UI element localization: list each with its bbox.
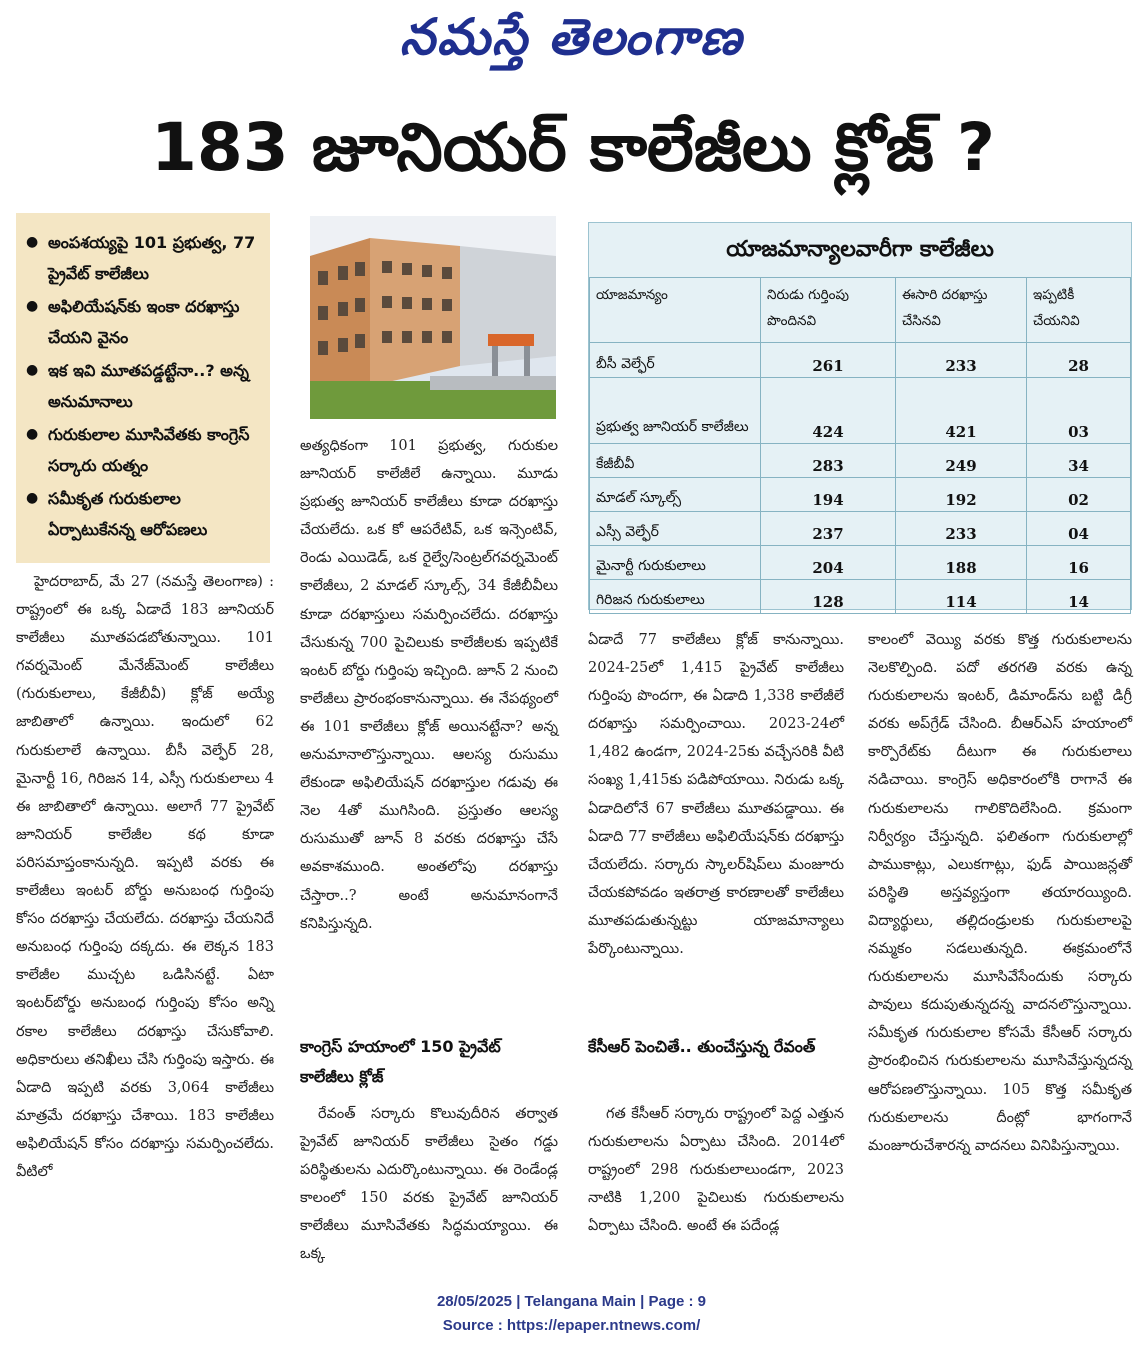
table-row	[590, 580, 1131, 614]
footer-date-line: 28/05/2025 | Telangana Main | Page : 9	[436, 1293, 707, 1310]
table-cell-value: 233	[896, 343, 1027, 378]
highlight-item: ● ఇక ఇవి మూతపడ్డట్టేనా..? అన్న అనుమానాలు	[26, 355, 262, 417]
article-paragraph: రేవంత్ సర్కారు కొలువుదీరిన తర్వాత ప్రైవేట్ జూనియర్ కాలేజీలు సైతం గడ్డు పరిస్థితులను ఎదుర్కొంటున్నాయి. ఈ రెండేండ్ల కాలంలో 150 వరకు ప్రైవేట్ జూనియర్ కాలేజీలు మూసివేతకు సిద్ధమయ్యాయి. ఈ ఒక్క	[300, 1106, 558, 1263]
highlight-item: ● గురుకులాల మూసివేతకు కాంగ్రెస్ సర్కారు యత్నం	[26, 419, 262, 481]
article-paragraph: గత కేసీఆర్ సర్కారు రాష్ట్రంలో పెద్ద ఎత్తున గురుకులాలను ఏర్పాటు చేసింది. 2014లో రాష్ట్రంలో 298 గురుకులాలుండగా, 2023 నాటికి 1,200 పైచిలుకు గురుకులాలను ఏర్పాటు చేసింది. అంటే ఈ పదేండ్ల	[588, 1106, 844, 1235]
table-cell-value: 188	[896, 546, 1027, 580]
table-cell-value: 233	[896, 512, 1027, 546]
table-cell-value: 28	[1027, 343, 1131, 378]
bullet-icon: ●	[26, 490, 39, 506]
table-cell-value: 192	[896, 478, 1027, 512]
table-cell-name: మైనార్టీ గురుకులాలు	[590, 546, 761, 580]
article-column-3b	[588, 1100, 844, 1268]
article-paragraph: హైదరాబాద్, మే 27 (నమస్తే తెలంగాణ) : రాష్ట్రంలో ఈ ఒక్క ఏడాదే 183 జూనియర్ కాలేజీలు మూతపడబోతున్నాయి. 101 గవర్నమెంట్ మేనేజ్‌మెంట్ కాలేజీలు (గురుకులాలు, కేజీబీవీ) క్లోజ్ అయ్యే జాబితాలో ఉన్నాయి. ఇందులో 62 గురుకులాలే ఉన్నాయి. బీసీ వెల్ఫేర్ 28, మైనార్టీ 16, గిరిజన 14, ఎస్సీ గురుకులాలు 4 ఈ జాబితాలో ఉన్నాయి. అలాగే 77 ప్రైవేట్ జూనియర్ కాలేజీల కథ కూడా పరిసమాప్తంకానున్నది. ఇప్పటి వరకు ఈ కాలేజీలు ఇంటర్ బోర్డు అనుబంధ గుర్తింపు కోసం దరఖాస్తు చేయలేదు. దరఖాస్తు చేయనిదే అనుబంధ గుర్తింపు దక్కదు. ఈ లెక్కన 183 కాలేజీల ముచ్చట ఒడిసినట్టే. ఏటా ఇంటర్‌బోర్డు అనుబంధ గుర్తింపు కోసం అన్ని రకాల కాలేజీలు దరఖాస్తు చేసుకోవాలి. అధికారులు తనిఖీలు చేసి గుర్తింపు ఇస్తారు. ఈ ఏడాది ఇప్పటి వరకు 3,064 కాలేజీలు మాత్రమే దరఖాస్తు చేశాయి. 183 కాలేజీలు అఫిలియేషన్ కోసం దరఖాస్తు సమర్పించలేదు. వీటిలో	[16, 574, 274, 1180]
table-cell-name: ప్రభుత్వ జూనియర్ కాలేజీలు	[590, 378, 761, 444]
bullet-icon: ●	[26, 234, 39, 250]
table-cell-value: 421	[896, 378, 1027, 444]
table-cell-value: 237	[761, 512, 896, 546]
bullet-icon: ●	[26, 426, 39, 442]
highlight-item: ● అంపశయ్యపై 101 ప్రభుత్వ, 77 ప్రైవేట్ కాలేజీలు	[26, 227, 262, 289]
table-cell-value: 03	[1027, 378, 1131, 444]
table-row	[590, 444, 1131, 478]
highlights-box	[16, 213, 270, 563]
table-cell-value: 16	[1027, 546, 1131, 580]
table-header-cell: ఈసారి దరఖాస్తు చేసినవి	[896, 278, 1027, 343]
table-row	[590, 378, 1131, 444]
table-cell-value: 283	[761, 444, 896, 478]
college-building-photo	[310, 216, 556, 419]
table-row	[590, 343, 1131, 378]
table-header-row	[590, 278, 1131, 343]
table-row	[590, 546, 1131, 580]
table-cell-value: 02	[1027, 478, 1131, 512]
page-footer	[0, 1290, 1143, 1338]
table-title: యాజమాన్యాలవారీగా కాలేజీలు	[726, 237, 994, 262]
section-subhead: కాంగ్రెస్ హయాంలో 150 ప్రైవేట్ కాలేజీలు క్లోజ్	[300, 1037, 501, 1086]
article-column-2b	[300, 1100, 558, 1268]
table-cell-value: 249	[896, 444, 1027, 478]
article-paragraph: కాలంలో వెయ్యి వరకు కొత్త గురుకులాలను నెలకొల్పింది. పదో తరగతి వరకు ఉన్న గురుకులాలను ఇంటర్, డిమాండ్‌ను బట్టి డిగ్రీ వరకు అప్‌గ్రేడ్ చేసింది. బీఆర్‌ఎస్ హయాంలో కార్పొరేట్‌కు దీటుగా ఈ గురుకులాలు నడిచాయి. కాంగ్రెస్ అధికారంలోకి రాగానే ఈ గురుకులాలను గాలికొదిలేసింది. క్రమంగా నిర్వీర్యం చేస్తున్నది. ఫలితంగా గురుకులాల్లో పాముకాట్లు, ఎలుకగాట్లు, ఫుడ్ పాయిజన్లతో పరిస్థితి అస్తవ్యస్తంగా తయారయ్యింది. విద్యార్థులు, తల్లిదండ్రులకు గురుకులాలపై నమ్మకం సడలుతున్నది. ఈక్రమంలోనే గురుకులాలను మూసివేసేందుకు సర్కారు పావులు కదుపుతున్నదన్న వాదనలొస్తున్నాయి. సమీకృత గురుకులాల కోసమే కేసీఆర్ సర్కారు ప్రారంభించిన గురుకులాలను మూసివేస్తున్నదన్న ఆరోపణలొస్తున్నాయి. 105 కొత్త సమీకృత గురుకులాలను దీంట్లో భాగంగానే మంజూరుచేశారన్న వాదనలు వినిపిస్తున్నాయి.	[868, 632, 1132, 1154]
table-cell-name: గిరిజన గురుకులాలు	[590, 580, 761, 614]
colleges-table	[589, 277, 1131, 614]
table-cell-value: 34	[1027, 444, 1131, 478]
article-paragraph: అత్యధికంగా 101 ప్రభుత్వ, గురుకుల జూనియర్ కాలేజీలే ఉన్నాయి. మూడు ప్రభుత్వ జూనియర్ కాలేజీలు కూడా దరఖాస్తు చేయలేదు. ఒక కో ఆపరేటివ్, ఒక ఇన్సెంటివ్, రెండు ఎయిడెడ్, ఒక రైల్వే/సెంట్రల్‌గవర్నమెంట్ కాలేజీలు, 2 మాడల్ స్కూల్స్, 34 కేజీబీవీలు కూడా దరఖాస్తులు సమర్పించలేదు. దరఖాస్తు చేసుకున్న 700 పైచిలుకు కాలేజీలకు ఇప్పటికే ఇంటర్ బోర్డు గుర్తింపు ఇచ్చింది. జూన్ 2 నుంచి కాలేజీలు ప్రారంభంకానున్నాయి. ఈ నేపథ్యంలో ఈ 101 కాలేజీలు క్లోజ్ అయినట్టేనా? అన్న అనుమానాలొస్తున్నాయి. ఆలస్య రుసుము లేకుండా అఫిలియేషన్ దరఖాస్తుల గడువు ఈ నెల 4తో ముగిసింది. ప్రస్తుతం ఆలస్య రుసుముతో జూన్ 8 వరకు దరఖాస్తు చేసే అవకాశముంది. అంతలోపు దరఖాస్తు చేస్తారా..? అంటే అనుమానంగానే కనిపిస్తున్నది.	[300, 438, 558, 932]
table-cell-name: బీసీ వెల్ఫేర్	[590, 343, 761, 378]
table-row	[590, 512, 1131, 546]
table-cell-value: 204	[761, 546, 896, 580]
footer-source-line: Source : https://epaper.ntnews.com/	[442, 1317, 701, 1334]
bullet-icon: ●	[26, 362, 39, 378]
table-box	[588, 222, 1132, 610]
table-row	[590, 478, 1131, 512]
table-cell-value: 114	[896, 580, 1027, 614]
table-cell-value: 128	[761, 580, 896, 614]
bullet-icon: ●	[26, 298, 39, 314]
table-header-cell: యాజమాన్యం	[590, 278, 761, 343]
table-cell-name: మాడల్ స్కూల్స్	[590, 478, 761, 512]
article-column-2	[300, 432, 558, 932]
table-cell-value: 424	[761, 378, 896, 444]
article-column-3	[588, 626, 844, 1022]
table-cell-name: కేజీబీవీ	[590, 444, 761, 478]
table-cell-value: 194	[761, 478, 896, 512]
headline: 183 జూనియర్ కాలేజీలు క్లోజ్ ?	[150, 109, 996, 186]
table-header-cell: ఇప్పటికీ చేయనివి	[1027, 278, 1131, 343]
table-cell-value: 14	[1027, 580, 1131, 614]
article-column-4	[868, 626, 1132, 1268]
article-paragraph: ఏడాదే 77 కాలేజీలు క్లోజ్ కానున్నాయి. 2024-25లో 1,415 ప్రైవేట్ కాలేజీలు గుర్తింపు పొందగా, ఈ ఏడాది 1,338 కాలేజీలే దరఖాస్తు సమర్పించాయి. 2023-24లో 1,482 ఉండగా, 2024-25కు వచ్చేసరికి వీటి సంఖ్య 1,415కు పడిపోయాయి. నిరుడు ఒక్క ఏడాదిలోనే 67 కాలేజీలు మూతపడ్డాయి. ఈ ఏడాది 77 కాలేజీలు అఫిలియేషన్‌కు దరఖాస్తు చేయలేదు. సర్కారు స్కాలర్‌షిప్‌లు మంజూరు చేయకపోవడం ఇతరాత్ర కారణాలతో కాలేజీలు మూతపడుతున్నట్టు యాజమాన్యాలు పేర్కొంటున్నాయి.	[588, 632, 844, 958]
highlight-item: ● అఫిలియేషన్‌కు ఇంకా దరఖాస్తు చేయని వైనం	[26, 291, 262, 353]
table-cell-value: 04	[1027, 512, 1131, 546]
table-cell-name: ఎస్సీ వెల్ఫేర్	[590, 512, 761, 546]
highlight-item: ● సమీకృత గురుకులాల ఏర్పాటుకేనన్న ఆరోపణలు	[26, 483, 262, 545]
masthead-logo: నమస్తే తెలంగాణ	[399, 8, 744, 66]
article-column-1	[16, 568, 274, 1268]
table-cell-value: 261	[761, 343, 896, 378]
section-subhead: కేసీఆర్ పెంచితే.. తుంచేస్తున్న రేవంత్	[588, 1037, 816, 1056]
table-header-cell: నిరుడు గుర్తింపు పొందినవి	[761, 278, 896, 343]
